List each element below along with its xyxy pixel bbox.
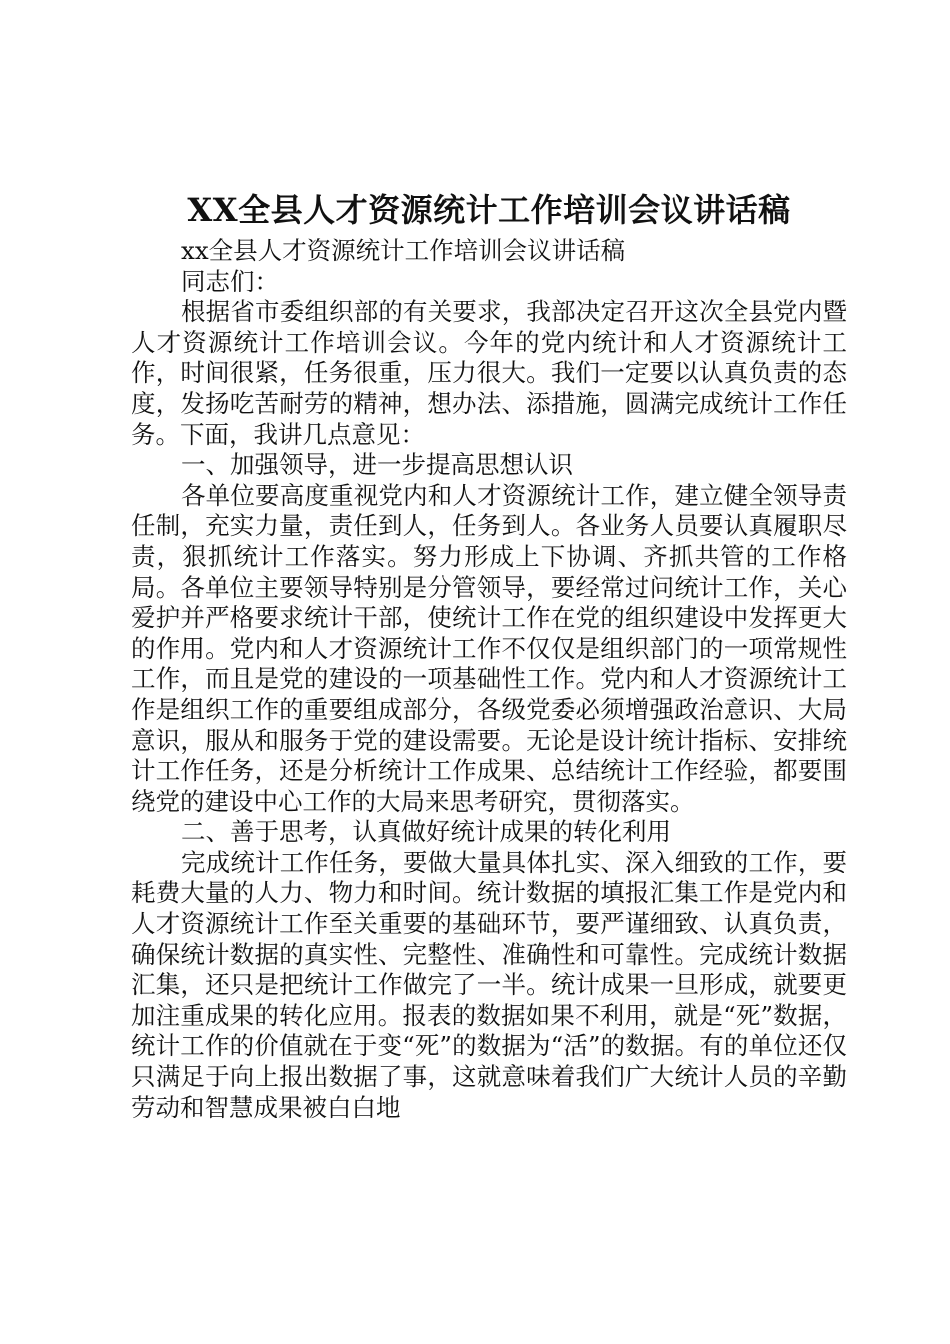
paragraph-section-1: 各单位要高度重视党内和人才资源统计工作，建立健全领导责任制，充实力量，责任到人，任务到人。各业务人员要认真履职尽责，狠抓统计工作落实。努力形成上下协调、齐抓共管的工作格局。各单位主要领导特别是分管领导，要经常过问统计工作，关心爱护并严格要求统计干部，使统计工作在党的组织建设中发挥更大的作用。党内和人才资源统计工作不仅仅是组织部门的一项常规性工作，而且是党的建设的一项基础性工作。党内和人才资源统计工作是组织工作的重要组成部分，各级党委必须增强政治意识、大局意识，服从和服务于党的建设需要。无论是设计统计指标、安排统计工作任务，还是分析统计工作成果、总结统计工作经验，都要围绕党的建设中心工作的大局来思考研究，贯彻落实。 [131, 480, 847, 816]
document-title: XX全县人才资源统计工作培训会议讲话稿 [187, 191, 791, 229]
section-heading-1: 一、加强领导，进一步提高思想认识 [181, 450, 573, 480]
paragraph-section-2: 完成统计工作任务，要做大量具体扎实、深入细致的工作，要耗费大量的人力、物力和时间。统计数据的填报汇集工作是党内和人才资源统计工作至关重要的基础环节，要严谨细致、认真负责，确保统计数据的真实性、完整性、准确性和可靠性。完成统计数据汇集，还只是把统计工作做完了一半。统计成果一旦形成，就要更加注重成果的转化应用。报表的数据如果不利用，就是“死”数据，统计工作的价值就在于变“死”的数据为“活”的数据。有的单位还仅只满足于向上报出数据了事，这就意味着我们广大统计人员的辛勤劳动和智慧成果被白白地 [131, 847, 847, 1122]
greeting: 同志们： [181, 266, 279, 296]
section-heading-2: 二、善于思考，认真做好统计成果的转化利用 [181, 817, 671, 847]
document-subtitle: xx全县人才资源统计工作培训会议讲话稿 [181, 236, 626, 265]
document-page [131, 188, 847, 1123]
paragraph-intro: 根据省市委组织部的有关要求，我部决定召开这次全县党内暨人才资源统计工作培训会议。今年的党内统计和人才资源统计工作，时间很紧，任务很重，压力很大。我们一定要以认真负责的态度，发扬吃苦耐劳的精神，想办法、添措施，圆满完成统计工作任务。下面，我讲几点意见： [131, 297, 847, 449]
